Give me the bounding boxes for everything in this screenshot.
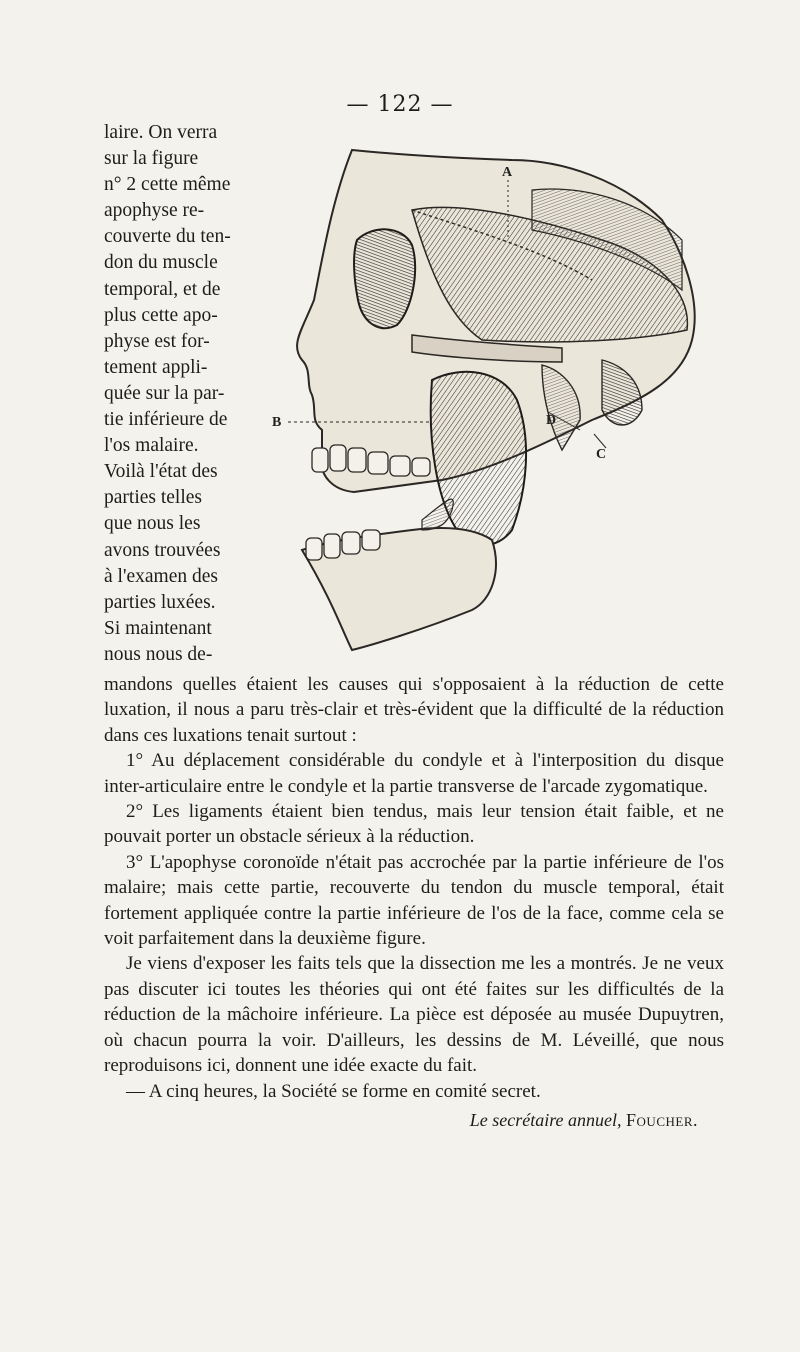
- paragraph: — A cinq heures, la Société se forme en comité secret.: [126, 1080, 541, 1102]
- figure-label-c: C: [596, 447, 607, 462]
- page-number: — 122 —: [346, 92, 454, 117]
- text-line: physe est for-: [104, 330, 210, 352]
- figure-label-a: A: [502, 165, 513, 180]
- anatomical-figure: [262, 130, 722, 660]
- text-line: sur la figure: [104, 148, 199, 170]
- text-line: n° 2 cette même: [104, 174, 231, 196]
- text-line: parties luxées.: [104, 591, 216, 613]
- orbit: [354, 229, 415, 328]
- paragraph: Je viens d'exposer les faits tels que la dissection me les a montrés. Je ne veux pas discuter ici toutes les théories qui ont été faites sur les difficultés de la réduction de la mâchoire inférieure. La pièce est déposée au musée Dupuytren, où chacun pourra la voir. D'ailleurs, les dessins de M. Léveillé, que nous reproduisons ici, donnent une idée exacte du fait.: [104, 953, 724, 1077]
- text-line: que nous les: [104, 513, 201, 535]
- text-line: tie inférieure de: [104, 409, 228, 431]
- paragraph: 1° Au déplacement considérable du condyle et à l'interposition du disque inter-articulaire entre le condyle et la partie transverse de l'arcade zygomatique.: [104, 750, 724, 797]
- text-line: à l'examen des: [104, 565, 218, 587]
- text-line: parties telles: [104, 487, 203, 509]
- skull-muscle-illustration: [262, 130, 722, 660]
- text-line: avons trouvées: [104, 539, 221, 561]
- text-line: l'os malaire.: [104, 435, 199, 457]
- figure-label-b: B: [272, 415, 282, 430]
- body-text: [104, 672, 724, 1133]
- paragraph: 2° Les ligaments étaient bien tendus, mais leur tension était faible, et ne pouvait porter un obstacle sérieux à la réduction.: [104, 801, 724, 848]
- text-line: laire. On verra: [104, 122, 218, 143]
- text-line: quée sur la par-: [104, 382, 225, 404]
- text-line: couverte du ten-: [104, 226, 231, 248]
- text-line: tement appli-: [104, 356, 208, 378]
- figure-label-d: D: [546, 413, 557, 428]
- signature-name: Foucher.: [626, 1109, 698, 1130]
- text-line: apophyse re-: [104, 200, 205, 222]
- text-line: Si maintenant: [104, 617, 212, 639]
- text-line: plus cette apo-: [104, 304, 218, 326]
- paragraph: 3° L'apophyse coronoïde n'était pas accrochée par la partie inférieure de l'os malaire; mais cette partie, recouverte du tendon du muscle temporal, était fortement appliquée contre la partie inférieure de l'os de la face, comme cela se voit parfaitement dans la deuxième figure.: [104, 851, 724, 950]
- text-line: Voilà l'état des: [104, 461, 218, 483]
- wrapped-text-column: [104, 120, 264, 668]
- signature: [104, 1108, 698, 1133]
- signature-role: Le secrétaire annuel,: [469, 1109, 622, 1130]
- text-line: don du muscle: [104, 252, 218, 274]
- text-line: nous nous de-: [104, 643, 213, 665]
- paragraph: mandons quelles étaient les causes qui s'opposaient à la réduction de cette luxation, il nous a paru très-clair et très-évident que la difficulté de la réduction dans ces luxations tenait surtout :: [104, 674, 724, 746]
- text-line: temporal, et de: [104, 278, 221, 300]
